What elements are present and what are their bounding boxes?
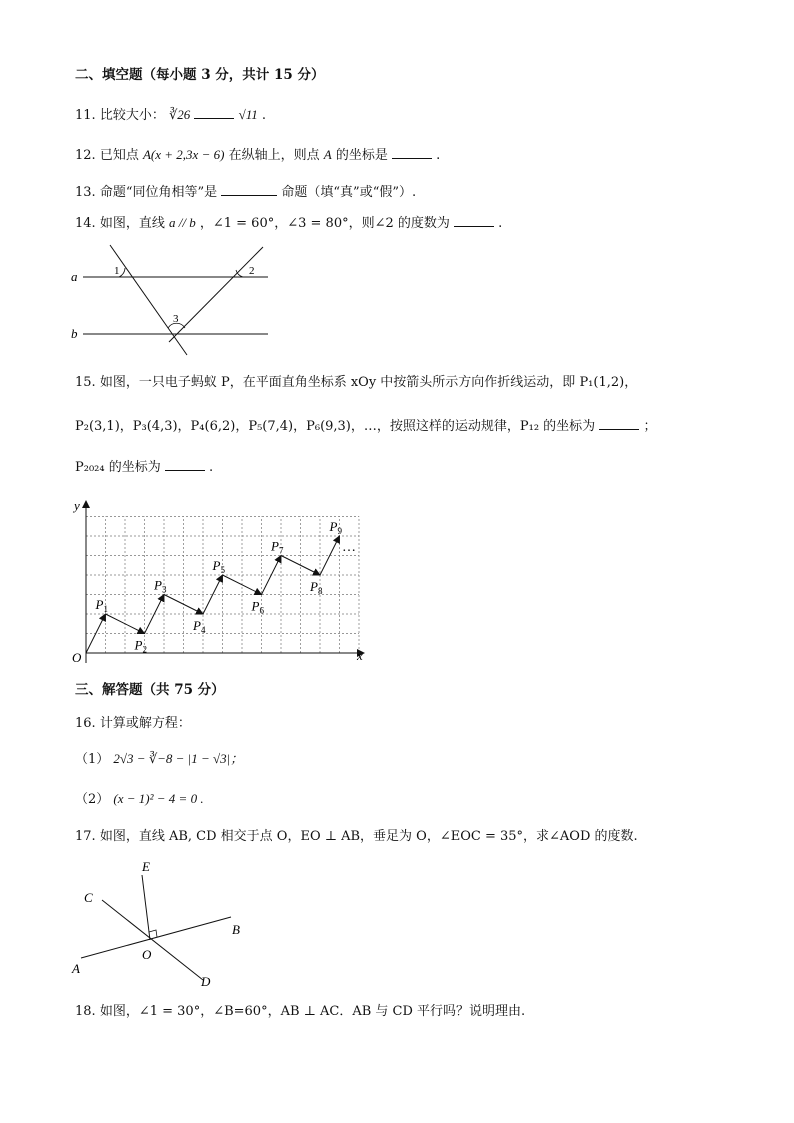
question-number: 13. [75, 185, 96, 200]
question-14: 14. 如图，直线 a // b ，∠1 = 60°，∠3 = 80°，则∠2 的度数为 . [75, 215, 503, 231]
question-16-part-1: （1） 2√3 − ∛−8 − |1 − √3|； [75, 751, 244, 767]
answer-blank [194, 105, 234, 119]
left-expression: ∛26 [168, 107, 191, 122]
question-11: 11. 比较大小： ∛26 √11 . [75, 107, 267, 123]
label-b: b [71, 326, 78, 341]
point-label-p2: $P_2$ [134, 637, 147, 655]
label-a: A [72, 961, 80, 976]
question-16: 16. 计算或解方程： [75, 716, 191, 731]
answer-blank [165, 457, 205, 471]
question-12: 12. 已知点 A(x + 2,3x − 6) 在纵轴上，则点 A 的坐标是 . [75, 147, 441, 163]
point-label-p4: $P_4$ [193, 618, 206, 635]
question-15-line-2: P₂(3,1)，P₃(4,3)，P₄(6,2)，P₅(7,4)，P₆(9,3)，…，按照这样的运动规律，P₁₂ 的坐标为 ； [75, 416, 656, 436]
question-number: 18. [75, 1004, 96, 1019]
question-17: 17. 如图，直线 AB, CD 相交于点 O，EO ⊥ AB，垂足为 O，∠EOC = 35°，求∠AOD 的度数. [75, 829, 638, 844]
point-label-p9: $P_9$ [329, 519, 342, 536]
point-label-p7: $P_7$ [271, 538, 284, 556]
question-text: 比较大小： [99, 108, 165, 123]
parallel-relation: a // b [168, 215, 196, 230]
question-16-part-2: （2） (x − 1)² − 4 = 0 . [75, 791, 204, 807]
right-angle-mark [149, 930, 157, 937]
ellipsis: … [342, 540, 356, 555]
label-angle-2: 2 [249, 265, 255, 277]
label-e: E [142, 859, 150, 874]
point-labels [95, 519, 343, 655]
figure-15 [66, 493, 376, 671]
section-2-title: 二、填空题（每小题 3 分，共计 15 分） [75, 67, 325, 83]
label-o: O [142, 947, 152, 962]
question-18: 18. 如图，∠1 = 30°，∠B=60°，AB ⊥ AC．AB 与 CD 平行吗？说明理由. [75, 1004, 526, 1019]
label-angle-1: 1 [114, 265, 120, 277]
origin-label: O [72, 650, 82, 665]
question-number: 16. [75, 716, 96, 731]
question-13: 13. 命题“同位角相等”是 命题（填“真”或“假”）. [75, 182, 416, 202]
figure-14 [65, 238, 285, 358]
label-a: a [71, 269, 78, 284]
answer-blank [599, 416, 639, 430]
equation: (x − 1)² − 4 = 0 . [113, 791, 204, 806]
point-label-p3: $P_3$ [154, 577, 167, 595]
section-3-title: 三、解答题（共 75 分） [75, 682, 225, 698]
question-15-line-1: 15. 如图，一只电子蚂蚁 P，在平面直角坐标系 xOy 中按箭头所示方向作折线运动，即 P₁(1,2)， [75, 375, 638, 390]
line-cd [102, 900, 203, 980]
y-axis-label: y [74, 498, 80, 513]
label-c: C [84, 890, 93, 905]
figure-17 [68, 855, 258, 995]
line-ab [81, 917, 231, 958]
x-axis-label: x [357, 648, 363, 663]
question-number: 14. [75, 216, 96, 231]
answer-blank [392, 145, 432, 159]
ant-path [86, 536, 340, 653]
label-d: D [201, 974, 211, 989]
transversal-left [110, 245, 187, 355]
question-15-line-3: P₂₀₂₄ 的坐标为 . [75, 457, 213, 477]
question-number: 17. [75, 829, 96, 844]
transversal-right [169, 247, 263, 342]
grid [86, 517, 359, 654]
label-b: B [232, 922, 240, 937]
question-number: 12. [75, 148, 96, 163]
point-label-p6: $P_6$ [251, 598, 264, 616]
right-expression: √11 [238, 107, 258, 122]
angle-1-arc [119, 268, 125, 277]
point-label-p5: $P_5$ [212, 558, 225, 575]
expression: 2√3 − ∛−8 − |1 − √3|； [113, 751, 244, 766]
label-angle-3: 3 [173, 313, 179, 325]
point-label-p8: $P_8$ [310, 579, 323, 596]
answer-blank [454, 213, 494, 227]
ray-oe [142, 875, 150, 940]
point-label-p1: $P_1$ [95, 597, 108, 614]
question-number: 15. [75, 375, 96, 390]
answer-blank [221, 182, 277, 196]
point-expression: A(x + 2,3x − 6) [142, 147, 225, 162]
question-number: 11. [75, 108, 96, 123]
